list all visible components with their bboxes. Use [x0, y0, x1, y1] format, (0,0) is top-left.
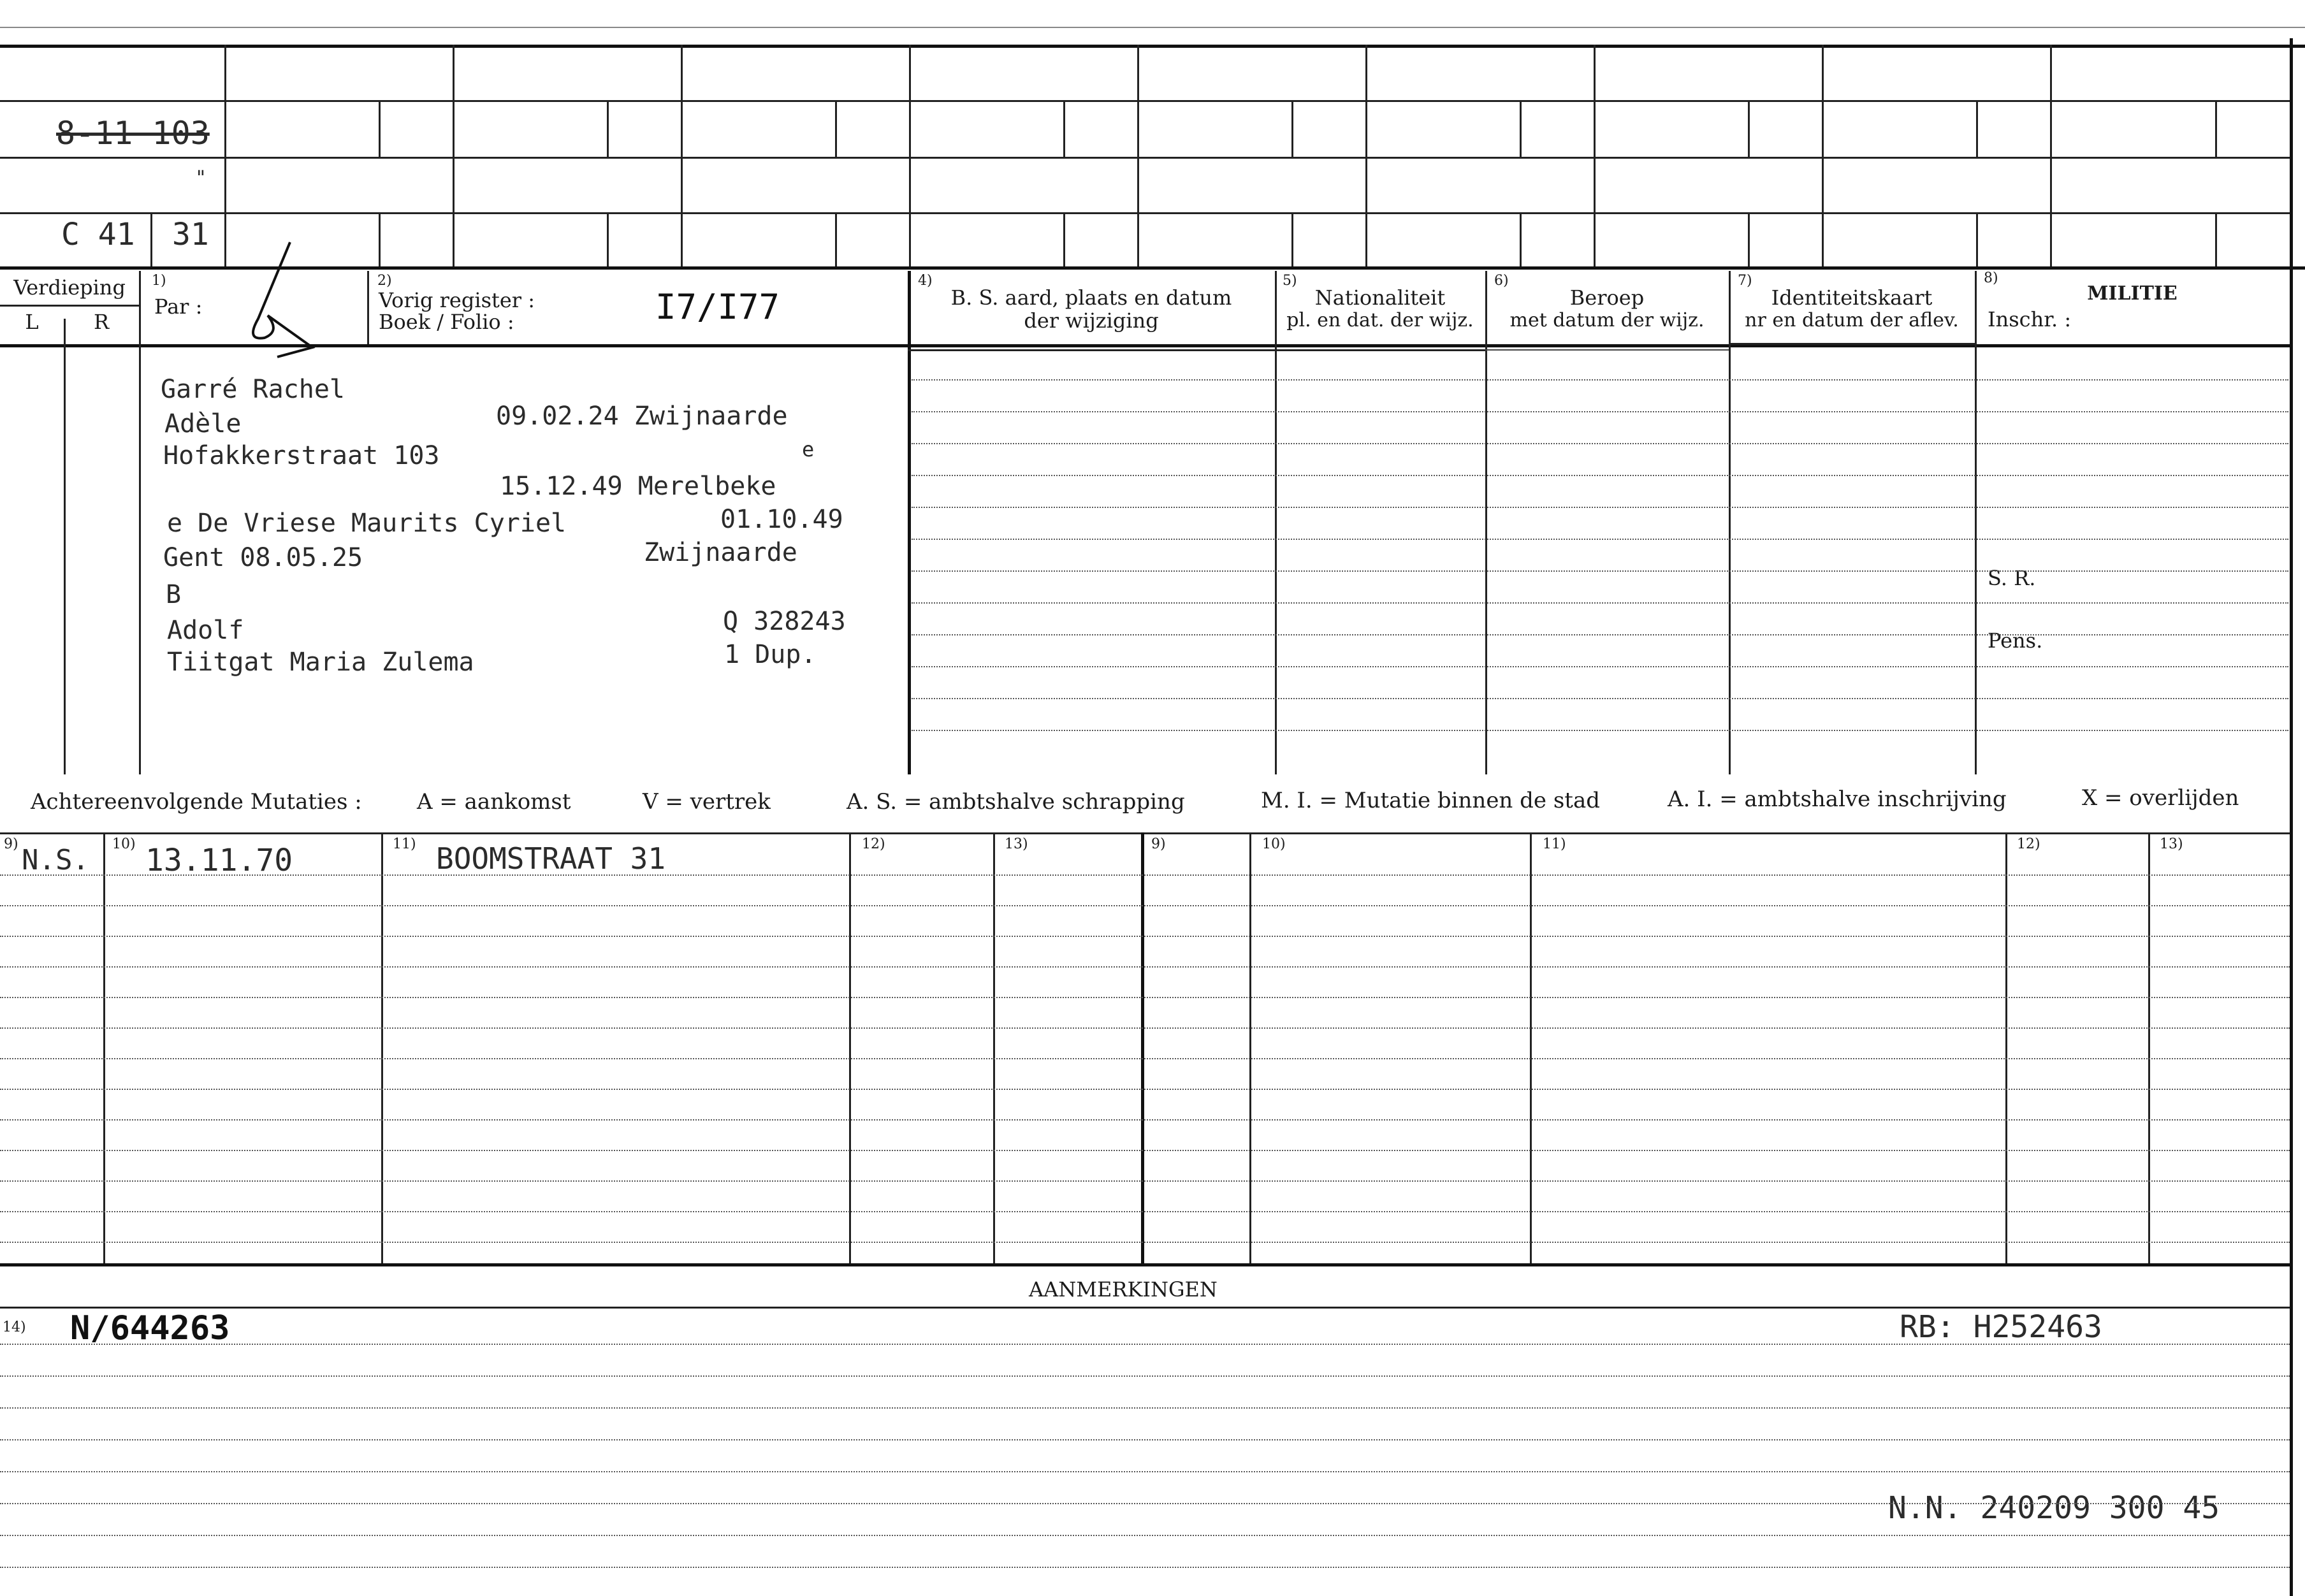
field-number-14: 14) [3, 1319, 26, 1335]
person-e-mark: e [802, 437, 815, 461]
legend-ambtshalve-inschrijving: A. I. = ambtshalve inschrijving [1668, 787, 2007, 812]
person-surname: Garré Rachel [161, 375, 345, 404]
person-spouse: e De Vriese Maurits Cyriel [167, 509, 567, 538]
person-place3: Zwijnaarde [644, 538, 797, 567]
mut-col-13: 13) [1005, 836, 1028, 852]
person-id-number: Q 328243 [723, 607, 846, 636]
column-l-label: L [25, 310, 39, 334]
person-birth: 09.02.24 Zwijnaarde [496, 402, 788, 431]
person-first-name: Adèle [164, 409, 242, 439]
vorig-register-label: Vorig register : [379, 288, 535, 312]
field-number-7: 7) [1738, 273, 1752, 289]
sr-label: S. R. [1988, 566, 2036, 590]
field-number-6: 6) [1494, 273, 1509, 289]
legend-aankomst: A = aankomst [417, 789, 571, 815]
mut-col-10b: 10) [1262, 836, 1286, 852]
mutaties-title: Achtereenvolgende Mutaties : [31, 789, 362, 815]
person-address: Hofakkerstraat 103 [163, 441, 440, 470]
person-father: Adolf [167, 616, 244, 645]
mut-col-12b: 12) [2017, 836, 2040, 852]
mut-col-9: 9) [4, 836, 18, 852]
person-mother: Tiitgat Maria Zulema [167, 648, 474, 677]
identiteitskaart-subheader: nr en datum der aflev. [1745, 309, 1959, 331]
mut-col-11: 11) [393, 836, 416, 852]
beroep-header: Beroep [1569, 286, 1645, 310]
bs-header-line1: B. S. aard, plaats en datum [950, 286, 1232, 310]
nationaliteit-header: Nationaliteit [1314, 286, 1446, 310]
verdieping-label: Verdieping [13, 275, 126, 300]
person-spouse-birth: Gent 08.05.25 [163, 543, 363, 572]
person-letter: B [166, 580, 182, 609]
militie-header: MILITIE [2087, 282, 2178, 305]
mut-col-10: 10) [112, 836, 136, 852]
mutation-code: N.S. [22, 844, 89, 876]
bs-header-line2: der wijziging [1024, 308, 1159, 333]
mutation-address: BOOMSTRAAT 31 [436, 841, 666, 876]
mut-col-9b: 9) [1151, 836, 1166, 852]
par-label: Par : [154, 294, 203, 319]
handwritten-signature [229, 236, 319, 363]
top-row4-ref-a: C 41 [61, 217, 135, 252]
register-value: I7/I77 [655, 287, 780, 327]
top-row4-ref-b: 31 [172, 217, 209, 252]
mut-col-13b: 13) [2160, 836, 2183, 852]
legend-ambtshalve-schrapping: A. S. = ambtshalve schrapping [847, 789, 1185, 815]
top-row2-ref: 8-11 103 [56, 115, 210, 152]
identiteitskaart-header: Identiteitskaart [1771, 286, 1933, 310]
legend-overlijden: X = overlijden [2082, 785, 2239, 811]
person-date3: 01.10.49 [720, 505, 843, 534]
top-row3-ditto: " [195, 167, 207, 189]
column-r-label: R [93, 310, 110, 334]
field-number-5: 5) [1283, 273, 1297, 289]
legend-vertrek: V = vertrek [643, 789, 771, 815]
field-number-8: 8) [1984, 270, 1998, 286]
field-number-4: 4) [918, 273, 933, 289]
person-dup: 1 Dup. [724, 640, 817, 669]
mut-col-12: 12) [862, 836, 885, 852]
person-date2: 15.12.49 Merelbeke [500, 472, 776, 501]
mutation-date: 13.11.70 [145, 843, 293, 878]
field-number-2: 2) [377, 273, 392, 289]
boek-folio-label: Boek / Folio : [379, 310, 514, 334]
aanmerkingen-title: AANMERKINGEN [1029, 1277, 1218, 1302]
field-number-1: 1) [152, 273, 166, 289]
legend-mutatie-binnen-stad: M. I. = Mutatie binnen de stad [1261, 788, 1600, 813]
remark-number: N/644263 [70, 1309, 230, 1347]
beroep-subheader: met datum der wijz. [1509, 309, 1705, 331]
nationaliteit-subheader: pl. en dat. der wijz. [1286, 309, 1474, 331]
pens-label: Pens. [1988, 628, 2043, 653]
remark-rb: RB: H252463 [1900, 1309, 2102, 1345]
remark-nn: N.N. 240209 300 45 [1888, 1490, 2220, 1526]
mut-col-11b: 11) [1543, 836, 1566, 852]
inschr-label: Inschr. : [1988, 307, 2072, 331]
